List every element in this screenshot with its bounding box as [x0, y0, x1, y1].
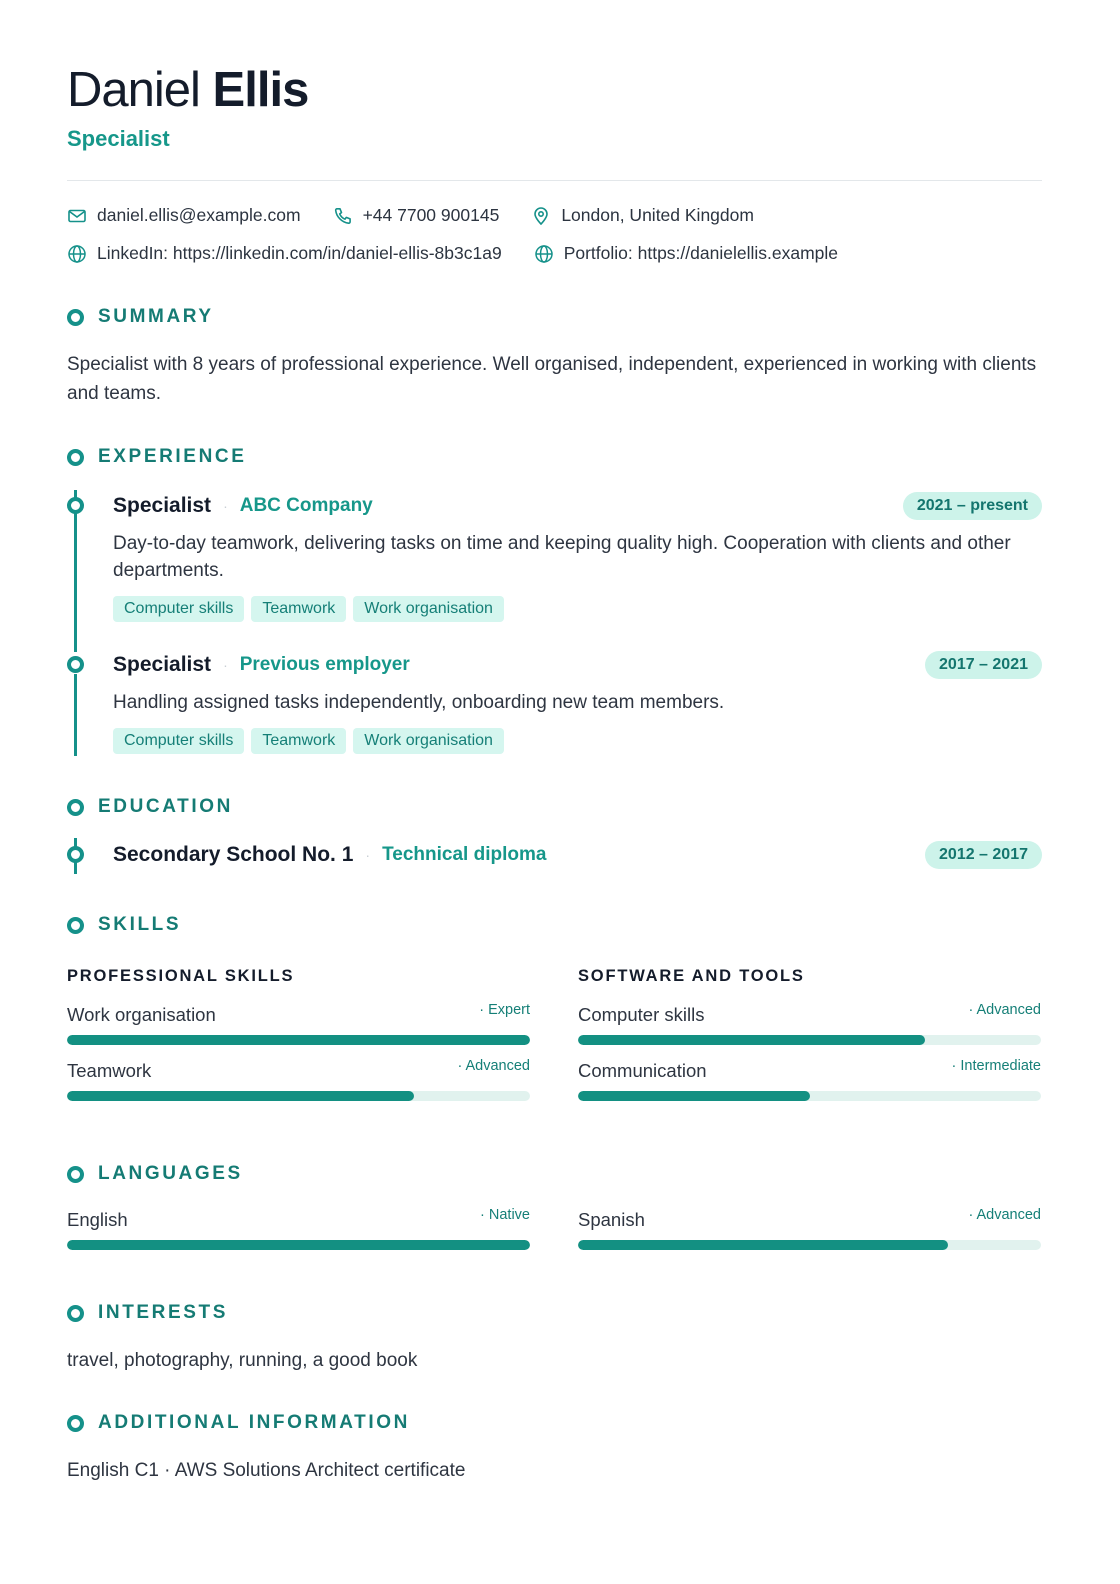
summary-text: Specialist with 8 years of professional experience. Well organised, independent, experienced in working with clients and teams. [67, 354, 1037, 404]
header-divider [67, 180, 1042, 181]
language-bar [578, 1240, 1041, 1250]
section-marker-icon [67, 309, 84, 326]
experience-entry [113, 492, 1042, 622]
job-role: Specialist [67, 126, 170, 151]
language-bar-fill [578, 1240, 948, 1250]
additional-info-heading: ADDITIONAL INFORMATION [67, 1412, 410, 1434]
date-badge: 2012 – 2017 [925, 841, 1042, 869]
phone-icon [333, 206, 353, 226]
language-name: English [67, 1209, 128, 1230]
separator: · [223, 657, 228, 673]
contact-phone[interactable] [333, 205, 500, 226]
skill-bar-fill [578, 1035, 925, 1045]
education-heading: EDUCATION [67, 796, 233, 818]
job-title: Specialist [113, 494, 212, 517]
skill-level: · Intermediate [951, 1058, 1041, 1074]
skill-bar-fill [578, 1091, 810, 1101]
contact-email[interactable] [67, 205, 301, 226]
timeline-dot-icon [67, 497, 84, 514]
skills-heading: SKILLS [67, 914, 181, 936]
skill-name: Teamwork [67, 1060, 152, 1081]
skill-item [67, 1058, 530, 1101]
job-title: Specialist [113, 653, 212, 676]
skill-bar [578, 1035, 1041, 1045]
skill-tags [113, 596, 1042, 622]
location-text: London, United Kingdom [561, 205, 754, 225]
skill-bar-fill [67, 1091, 414, 1101]
date-badge: 2017 – 2021 [925, 651, 1042, 679]
globe-icon [67, 244, 87, 264]
skill-item [578, 1058, 1041, 1101]
skill-level: · Expert [479, 1002, 530, 1018]
company-name: Previous employer [239, 654, 410, 675]
skill-bar-fill [67, 1035, 530, 1045]
globe-icon [534, 244, 554, 264]
languages-heading: LANGUAGES [67, 1163, 243, 1185]
experience-entry [113, 651, 1042, 754]
skill-item [578, 1002, 1041, 1045]
section-marker-icon [67, 917, 84, 934]
company-name: ABC Company [239, 495, 373, 516]
language-level: · Advanced [968, 1207, 1041, 1223]
language-item [578, 1207, 1041, 1250]
school-name: Secondary School No. 1 [113, 843, 354, 866]
skill-bar [578, 1091, 1041, 1101]
language-name: Spanish [578, 1209, 645, 1230]
last-name: Ellis [212, 63, 309, 117]
mail-icon [67, 206, 87, 226]
section-marker-icon [67, 1166, 84, 1183]
skill-tag: Computer skills [113, 728, 244, 754]
timeline-line [74, 674, 77, 756]
contact-linkedin[interactable] [67, 243, 502, 264]
section-marker-icon [67, 449, 84, 466]
candidate-name [67, 62, 308, 118]
skill-bar [67, 1091, 530, 1101]
linkedin-text: LinkedIn: https://linkedin.com/in/daniel-ellis-8b3c1a9 [97, 243, 502, 263]
job-description: Handling assigned tasks independently, onboarding new team members. [113, 692, 725, 713]
section-marker-icon [67, 1305, 84, 1322]
contact-row-1 [67, 205, 786, 226]
summary-heading: SUMMARY [67, 306, 214, 328]
skill-level: · Advanced [968, 1002, 1041, 1018]
first-name: Daniel [67, 63, 200, 117]
language-bar-fill [67, 1240, 530, 1250]
job-description: Day-to-day teamwork, delivering tasks on time and keeping quality high. Cooperation with clients and other departments. [113, 533, 1011, 581]
separator: · [365, 847, 371, 863]
date-badge: 2021 – present [903, 492, 1042, 520]
location-pin-icon [531, 206, 551, 226]
skill-tags [113, 728, 1042, 754]
section-marker-icon [67, 1415, 84, 1432]
section-marker-icon [67, 799, 84, 816]
skill-tag: Work organisation [353, 596, 504, 622]
portfolio-text: Portfolio: https://danielellis.example [563, 243, 838, 263]
interests-heading: INTERESTS [67, 1302, 228, 1324]
language-level: · Native [480, 1207, 530, 1223]
email-text: daniel.ellis@example.com [97, 205, 301, 225]
language-item [67, 1207, 530, 1250]
experience-heading: EXPERIENCE [67, 446, 246, 468]
skill-name: Work organisation [67, 1004, 216, 1025]
contact-row-2 [67, 243, 870, 264]
skill-tag: Teamwork [251, 728, 346, 754]
skill-name: Communication [578, 1060, 707, 1081]
skill-bar [67, 1035, 530, 1045]
skill-level: · Advanced [457, 1058, 530, 1074]
interests-text: travel, photography, running, a good book [67, 1350, 418, 1371]
contact-portfolio[interactable] [534, 243, 838, 264]
skill-name: Computer skills [578, 1004, 705, 1025]
timeline-dot-icon [67, 656, 84, 673]
timeline-line [74, 490, 77, 652]
additional-info-text: English C1 · AWS Solutions Architect certificate [67, 1460, 466, 1481]
separator: · [223, 498, 228, 514]
skill-item [67, 1002, 530, 1045]
contact-location [531, 205, 754, 226]
skill-tag: Teamwork [251, 596, 346, 622]
professional-skills-heading: PROFESSIONAL SKILLS [67, 967, 295, 985]
education-entry [113, 841, 1042, 869]
software-tools-heading: SOFTWARE AND TOOLS [578, 967, 805, 985]
phone-text: +44 7700 900145 [362, 205, 500, 225]
timeline-dot-icon [67, 846, 84, 863]
degree-name: Technical diploma [382, 844, 547, 865]
language-bar [67, 1240, 530, 1250]
skill-tag: Computer skills [113, 596, 244, 622]
skill-tag: Work organisation [353, 728, 504, 754]
